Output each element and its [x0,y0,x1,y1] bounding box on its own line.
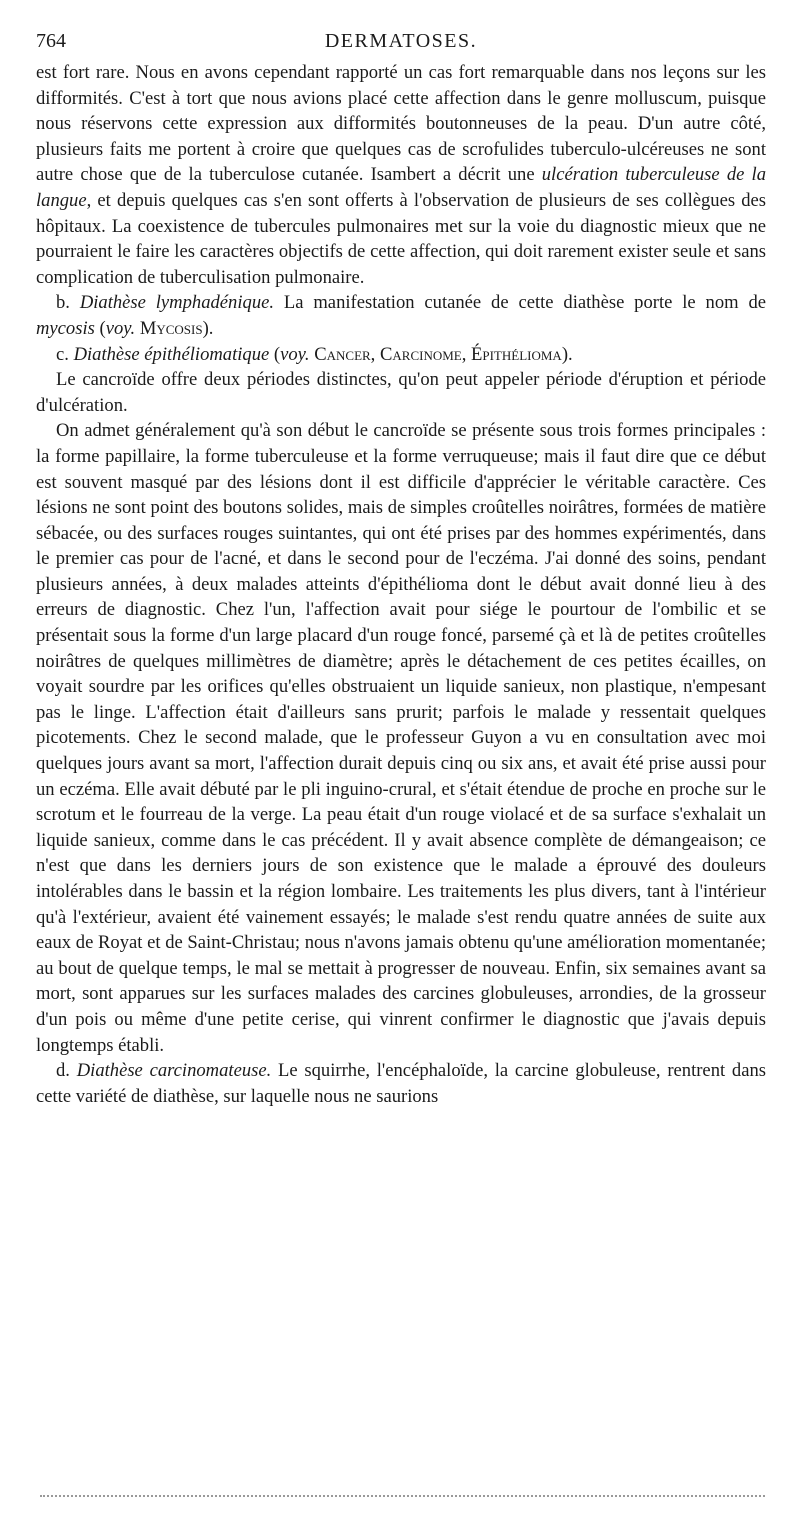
page-header [36,30,766,58]
paragraph-tuberculose: est fort rare. Nous en avons cependant rapporté un cas fort remarquable dans nos leçons sur les difformités. C'est à tort que nous avions placé cette affection dans le genre molluscum, puisque nous réservons cette expression aux difformités boutonneuses de la peau. D'un autre côté, plusieurs faits me portent à croire que quelques cas de scrofulides tuberculo-ulcéreuses ne sont autre chose que de la tuberculose cutanée. Isambert a décrit une ulcération tuberculeuse de la langue, et depuis quelques cas s'en sont offerts à l'observation de plusieurs de ses collègues des hôpitaux. La coexistence de tubercules pulmonaires met sur la voie du diagnostic mieux que ne pourraient le faire les caractères objectifs de cette affection, qui doit rarement exister seule et sans complication de tuberculisation pulmonaire. [36,62,767,288]
italic-term: mycosis [36,317,95,339]
page-number: 764 [36,30,66,52]
cross-reference: Mycosis [139,317,203,339]
cross-reference: Cancer, Carcinome, Épithélioma [314,343,562,365]
section-heading: Diathèse épithéliomatique [73,343,270,365]
paragraph-diathese-epitheliomatique: c. Diathèse épithéliomatique (voy. Cancer, Carcinome, Épithélioma). [56,343,573,365]
body-text [36,60,766,1109]
section-heading: Diathèse carcinomateuse. [76,1060,272,1082]
italic-term: ulcération tuberculeuse de la langue [36,164,767,211]
paragraph-diathese-lymphadenique: b. Diathèse lymphadénique. La manifestation cutanée de cette diathèse porte le nom de mycosis (voy. Mycosis). [36,292,766,339]
footer-dotted-rule [40,1495,765,1497]
paragraph-cancroide-periodes: Le cancroïde offre deux périodes distinctes, qu'on peut appeler période d'éruption et période d'ulcération. [36,369,766,416]
section-heading: Diathèse lymphadénique. [79,292,275,314]
paragraph-cancroide-debut: On admet généralement qu'à son début le cancroïde se présente sous trois formes principales : la forme papillaire, la forme tuberculeuse et la forme verruqueuse; mais il faut dire que ce début est souvent masqué par des lésions dont il est difficile d'apprécier le véritable caractère. Ces lésions ne sont point des boutons solides, mais de simples croûtelles noirâtres, formées de matière sébacée, ou des surfaces rouges suintantes, qui ont été prises par des hommes expérimentés, dans le premier cas pour de l'acné, et dans le second pour de l'eczéma. J'ai donné des soins, pendant plusieurs années, à deux malades atteints d'épithélioma dont le début avait donné lieu à des erreurs de diagnostic. Chez l'un, l'affection avait pour siége le pourtour de l'ombilic et se présentait sous la forme d'un large placard d'un rouge foncé, parsemé çà et là de petites croûtelles noirâtres de quelques millimètres de diamètre; après le détachement de ces petites écailles, on voyait sourdre par les orifices qu'elles obstruaient un liquide sanieux, non plastique, n'empesant pas le linge. L'affection était d'ailleurs sans prurit; parfois le malade y ressentait quelques picotements. Chez le second malade, que le professeur Guyon a vu en consultation avec moi quelques jours avant sa mort, l'affection durait depuis cinq ou six ans, et avait été prise aussi pour un eczéma. Elle avait débuté par le pli inguino-crural, et s'était étendue de proche en proche sur le scrotum et le fourreau de la verge. La peau était d'un rouge violacé et de sa surface s'exhalait un liquide sanieux, comme dans le cas précédent. Il y avait absence complète de démangeaison; ce n'est que dans les derniers jours de son existence que le malade a éprouvé des douleurs intolérables dans le bassin et la région lombaire. Les traitements les plus divers, tant à l'intérieur qu'à l'extérieur, avaient été vainement essayés; le malade s'est rendu quatre années de suite aux eaux de Royat et de Saint-Christau; nous n'avons jamais obtenu qu'une amélioration momentanée; au bout de quelque temps, le mal se mettait à progresser de nouveau. Enfin, six semaines avant sa mort, sont apparues sur les surfaces malades des carcines globuleuses, arrondies, de la grosseur d'un pois ou même d'une petite cerise, qui vinrent confirmer le diagnostic que j'avais depuis longtemps établi. [36,420,766,1056]
paragraph-diathese-carcinomateuse: d. Diathèse carcinomateuse. Le squirrhe, l'encéphaloïde, la carcine globuleuse, rentrent dans cette variété de diathèse, sur laquelle nous ne saurions [36,1060,766,1107]
running-title: DERMATOSES. [324,30,478,52]
